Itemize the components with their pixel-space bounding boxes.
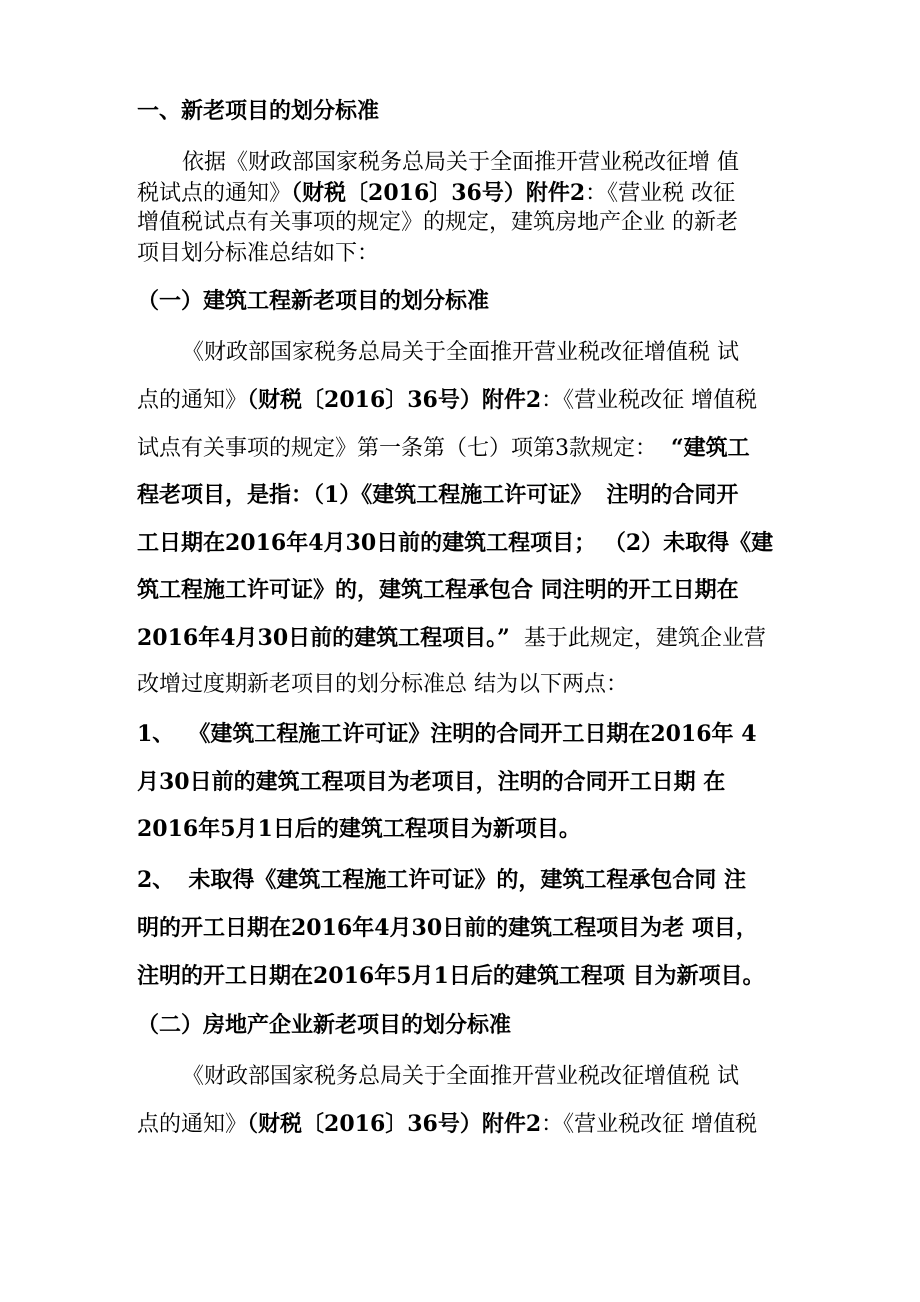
paragraph-line: 工日期在2016年4月30日前的建筑工程项目； （2）未取得《建 (137, 530, 774, 556)
paragraph-line: 项目划分标准总结如下： (137, 241, 380, 266)
subsection-heading: （二）房地产企业新老项目的划分标准 (137, 1012, 512, 1038)
list-item-line (137, 869, 746, 891)
paragraph-line: 筑工程施工许可证》的，建筑工程承包合 同注明的开工日期在 (137, 577, 739, 603)
list-item-line (137, 723, 757, 745)
text-run: 试点有关事项的规定》第一条第（七）项第3款规定： (137, 436, 657, 461)
text-run: 基于此规定，建筑企业营 (523, 626, 766, 651)
paragraph-line: 《财政部国家税务总局关于全面推开营业税改征增值税 试 (182, 340, 739, 365)
list-item-line: 明的开工日期在2016年4月30日前的建筑工程项目为老 项目， (137, 915, 758, 941)
list-item-line: 2016年5月1日后的建筑工程项目为新项目。 (137, 816, 581, 842)
paragraph-line (137, 389, 757, 412)
list-number: 2、 (137, 867, 175, 893)
text-run: 点的通知》 (137, 1112, 248, 1137)
paragraph-line: 依据《财政部国家税务总局关于全面推开营业税改征增 值 (182, 150, 739, 175)
subsection-heading: （一）建筑工程新老项目的划分标准 (137, 288, 490, 314)
paragraph-line (137, 182, 735, 205)
paragraph-line: 改增过度期新老项目的划分标准总 结为以下两点： (137, 672, 628, 697)
text-run: 税试点的通知》 (137, 181, 292, 206)
paragraph-line (137, 484, 738, 506)
paragraph-line: 增值税试点有关事项的规定》的规定，建筑房地产企业 的新老 (137, 210, 738, 235)
list-text: 《建筑工程施工许可证》注明的合同开工日期在2016年 4 (188, 721, 757, 747)
text-run-bold: （财税〔2016〕36号）附件2 (247, 387, 542, 413)
text-run-bold: 程老项目，是指：（1）《建筑工程施工许可证》 (137, 482, 593, 508)
list-text: 未取得《建筑工程施工许可证》的，建筑工程承包合同 注 (188, 867, 746, 893)
text-run: ：《营业税改征 增值税 (541, 1112, 758, 1137)
text-run: ：《营业税 改征 (585, 181, 736, 206)
paragraph-line (137, 437, 750, 460)
text-run: ：《营业税改征 增值税 (541, 388, 758, 413)
list-item-line: 注明的开工日期在2016年5月1日后的建筑工程项 目为新项目。 (137, 963, 765, 989)
paragraph-line (137, 1113, 757, 1136)
text-run-bold: 2016年4月30日前的建筑工程项目。” (137, 625, 510, 651)
text-run-bold: （财税〔2016〕36号）附件2 (291, 180, 586, 206)
text-run-bold: （财税〔2016〕36号）附件2 (247, 1111, 542, 1137)
list-number: 1、 (137, 721, 175, 747)
text-run-bold: 注明的合同开 (606, 482, 739, 508)
text-run-bold: “建筑工 (671, 435, 750, 461)
paragraph-line (137, 627, 766, 650)
section-heading: 一、新老项目的划分标准 (137, 98, 380, 124)
list-item-line: 月30日前的建筑工程项目为老项目，注明的合同开工日期 在 (137, 769, 726, 795)
paragraph-line: 《财政部国家税务总局关于全面推开营业税改征增值税 试 (182, 1064, 739, 1089)
text-run: 点的通知》 (137, 388, 248, 413)
